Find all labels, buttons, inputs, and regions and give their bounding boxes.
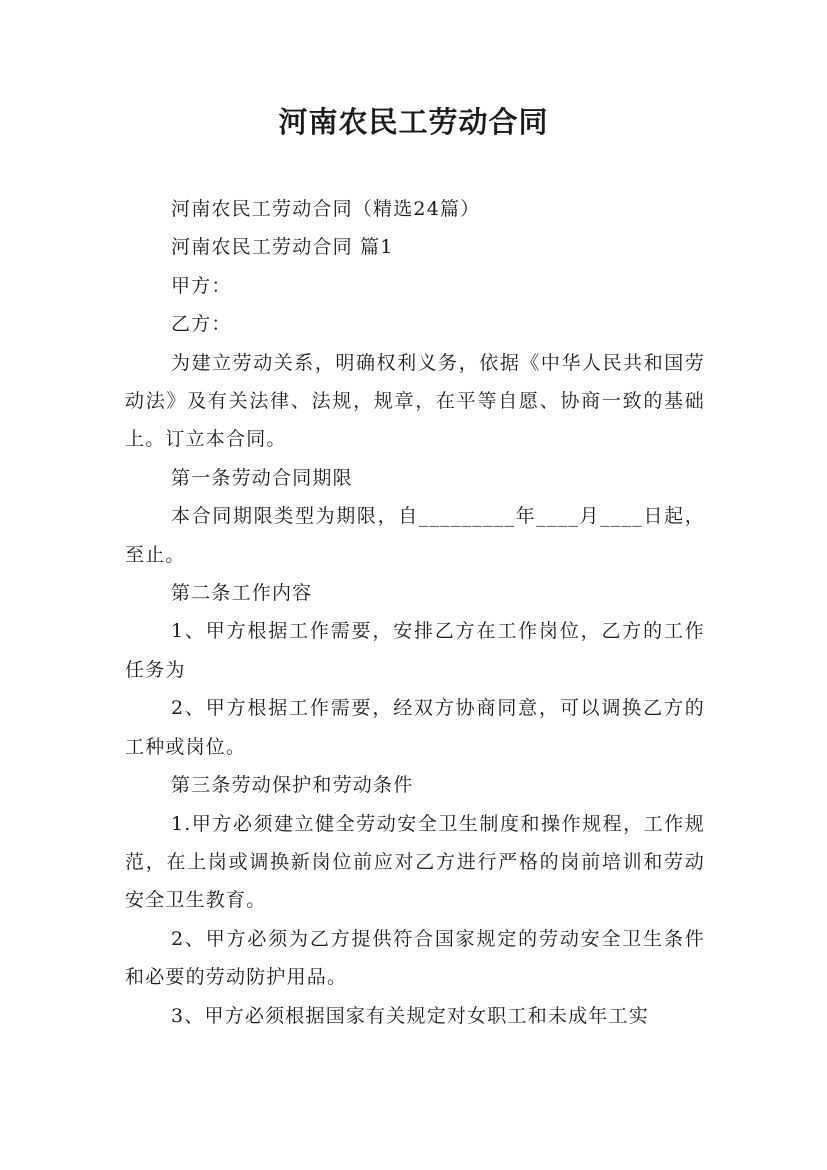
section-heading-part1: 河南农民工劳动合同 篇1 xyxy=(171,236,394,259)
article-3-heading: 第三条劳动保护和劳动条件 xyxy=(171,774,414,797)
article-2-clause-2: 2、甲方根据工作需要，经双方协商同意，可以调换乙方的工种或岗位。 xyxy=(125,697,705,758)
article-2-heading: 第二条工作内容 xyxy=(171,582,313,605)
document-body xyxy=(125,190,705,1035)
article-3-clause-2: 2、甲方必须为乙方提供符合国家规定的劳动安全卫生条件和必要的劳动防护用品。 xyxy=(125,927,705,989)
article-2-clause-1: 1、甲方根据工作需要，安排乙方在工作岗位，乙方的工作任务为 xyxy=(125,620,705,681)
party-a-line: 甲方： xyxy=(171,274,232,297)
preamble-paragraph: 为建立劳动关系，明确权利义务，依据《中华人民共和国劳动法》及有关法律、法规，规章，在平等自愿、协商一致的基础上。订立本合同。 xyxy=(125,351,705,451)
article-1-term-paragraph: 本合同期限类型为期限，自_________年____月____日起，至止。 xyxy=(125,505,705,566)
subtitle-paragraph: 河南农民工劳动合同（精选24篇） xyxy=(171,198,481,220)
article-1-heading: 第一条劳动合同期限 xyxy=(171,466,353,489)
article-3-clause-1: 1.甲方必须建立健全劳动安全卫生制度和操作规程，工作规范，在上岗或调换新岗位前应对乙方进行严格的岗前培训和劳动安全卫生教育。 xyxy=(125,812,705,912)
document-title: 河南农民工劳动合同 xyxy=(278,105,549,139)
party-b-line: 乙方： xyxy=(171,313,232,336)
article-3-clause-3: 3、甲方必须根据国家有关规定对女职工和未成年工实 xyxy=(171,1004,649,1027)
